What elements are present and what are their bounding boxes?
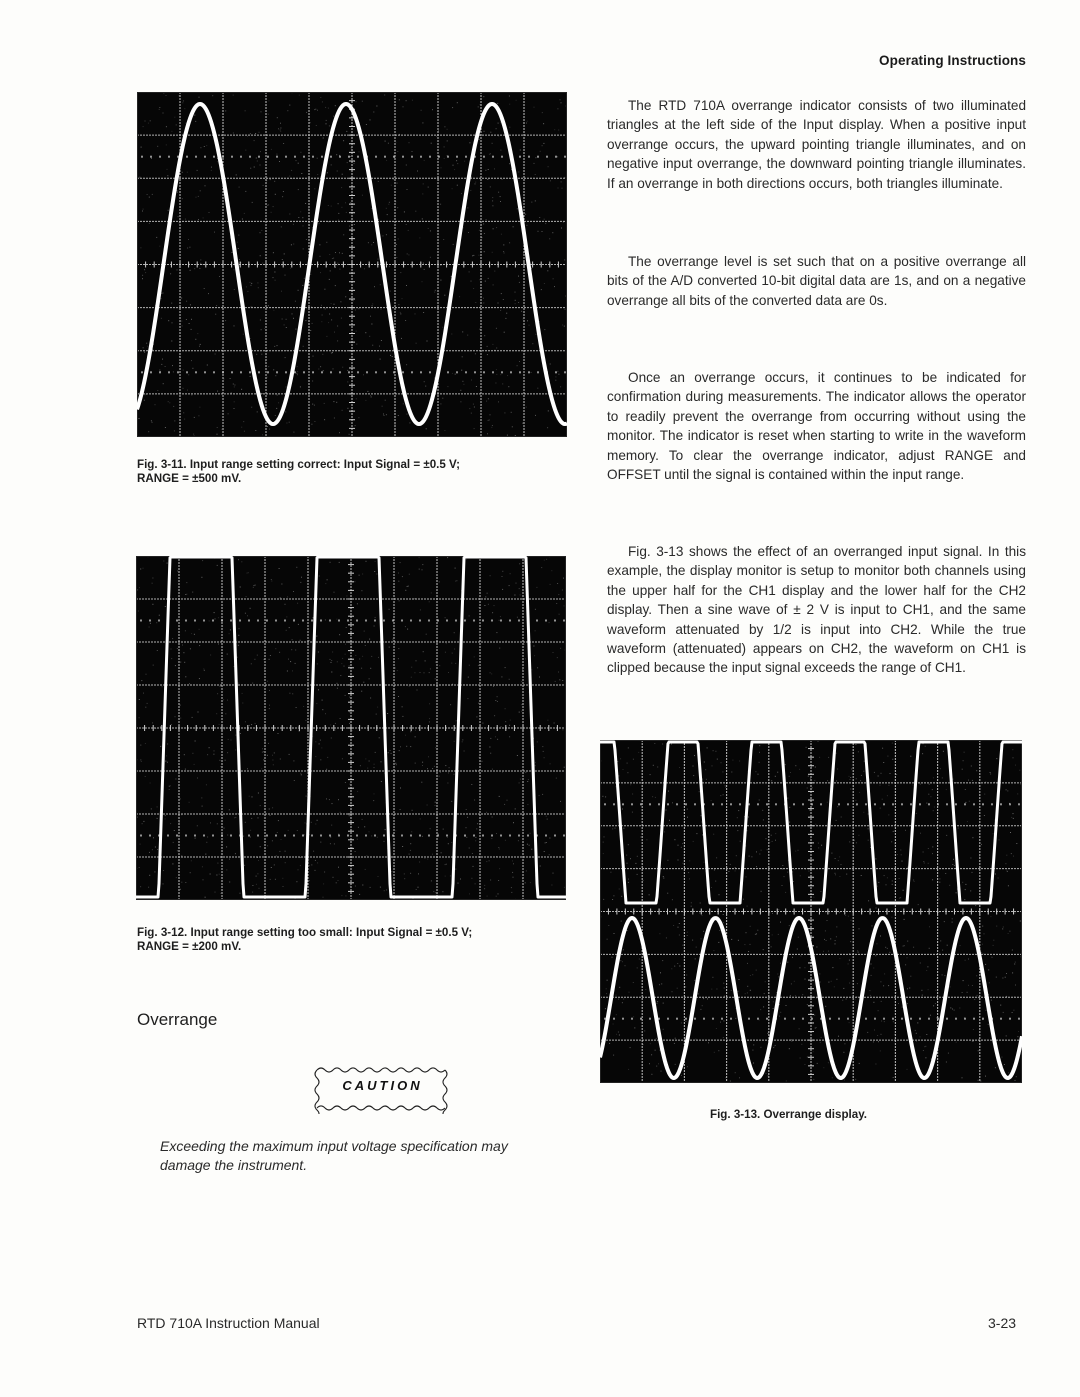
- figure-3-11-oscilloscope: [137, 92, 567, 437]
- paragraph-text: Fig. 3-13 shows the effect of an overranged input signal. In this example, the display monitor is setup to monitor both channels using the upper half for the CH1 display and the lower half for the CH2 display. Then a sine wave of ± 2 V is input to CH1, and the same waveform attenuated by 1/2 is input into CH2. While the true waveform (attenuated) appears on CH2, the waveform on CH1 is clipped because the input signal exceeds the range of CH1.: [607, 544, 1026, 676]
- section-heading-overrange: Overrange: [137, 1010, 218, 1029]
- footer-manual-title: RTD 710A Instruction Manual: [137, 1315, 320, 1331]
- figure-3-11-caption: [137, 458, 567, 485]
- caption-line: Fig. 3-12. Input range setting too small: Input Signal = ±0.5 V;: [137, 926, 473, 939]
- figure-3-13-caption: Fig. 3-13. Overrange display.: [710, 1108, 868, 1121]
- running-header: Operating Instructions: [879, 53, 1026, 68]
- paragraph: [607, 542, 1026, 678]
- caption-line: Fig. 3-11. Input range setting correct: Input Signal = ±0.5 V;: [137, 458, 460, 471]
- caution-banner: [311, 1064, 454, 1114]
- paragraph: [607, 96, 1026, 193]
- figure-3-13-oscilloscope: [600, 740, 1022, 1083]
- caption-line: RANGE = ±500 mV.: [137, 471, 242, 485]
- paragraph-text: The RTD 710A overrange indicator consists of two illuminated triangles at the left side of the Input display. When a positive input overrange occurs, the upward pointing triangle illuminates, and on negative input overrange, the downward pointing triangle illuminates. If an overrange in both directions occurs, both triangles illuminate.: [607, 98, 1026, 191]
- caution-text: Exceeding the maximum input voltage specification may damage the instrument.: [160, 1138, 508, 1173]
- caution-label: CAUTION: [342, 1078, 423, 1093]
- paragraph-text: The overrange level is set such that on a positive overrange all bits of the A/D converted 10-bit digital data are 1s, and on a negative overrange all bits of the converted data are 0s.: [607, 254, 1026, 308]
- paragraph: [607, 252, 1026, 310]
- figure-3-12-oscilloscope: [136, 556, 566, 900]
- paragraph-text: Once an overrange occurs, it continues to be indicated for confirmation during measurements. The indicator allows the operator to readily prevent the overrange from occurring without using the monitor. The indicator is reset when starting to write in the waveform memory. To clear the overrange indicator, adjust RANGE and OFFSET until the signal is contained within the input range.: [607, 370, 1026, 483]
- page-number: 3-23: [988, 1315, 1017, 1331]
- paragraph: [607, 368, 1026, 484]
- figure-3-12-caption: [137, 926, 567, 953]
- caption-line: RANGE = ±200 mV.: [137, 939, 242, 953]
